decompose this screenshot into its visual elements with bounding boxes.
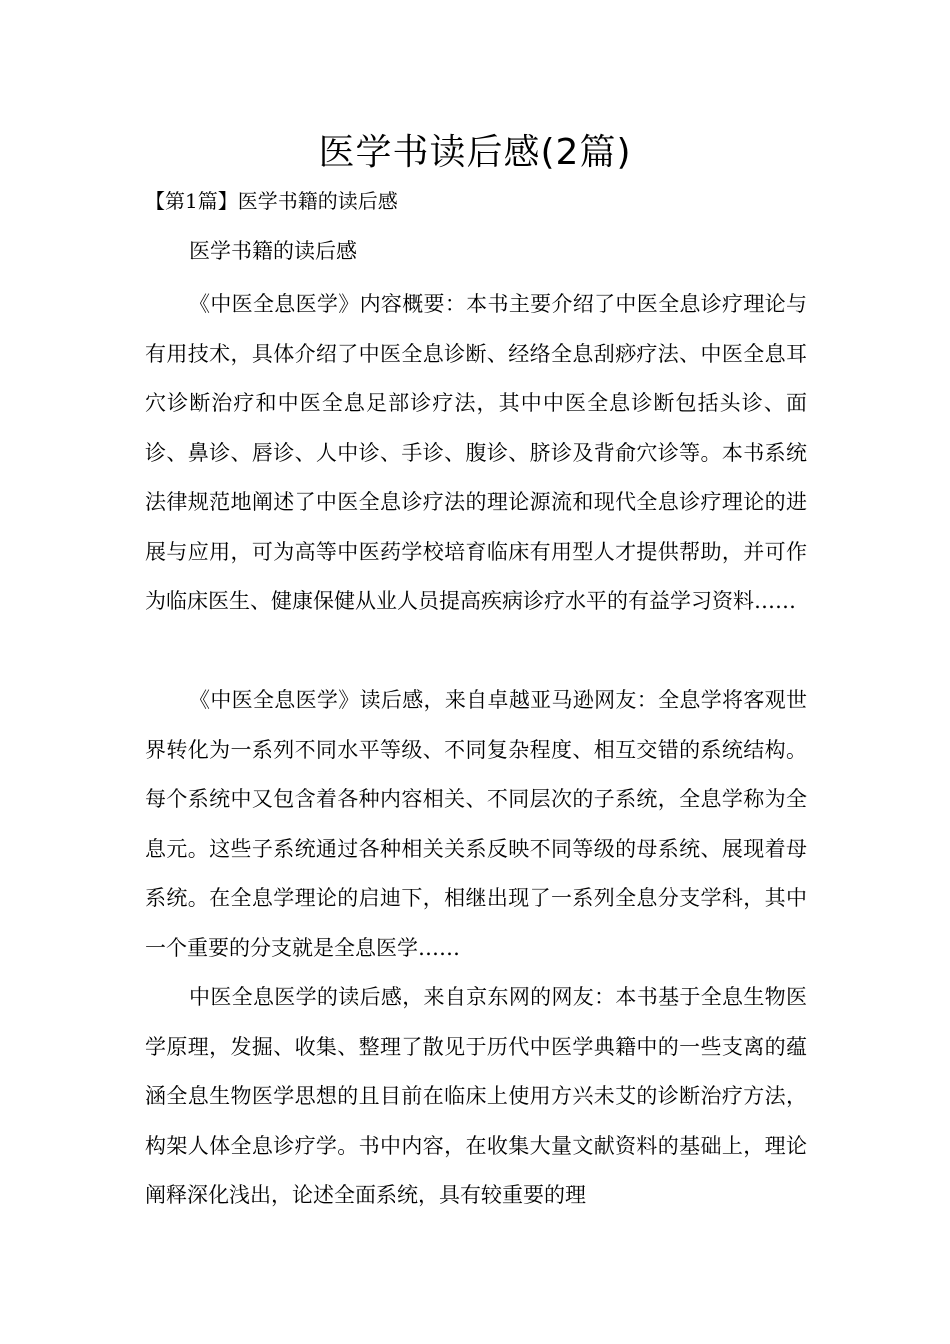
article-subtitle: 医学书籍的读后感 (189, 239, 357, 263)
body-paragraph: 《中医全息医学》读后感，来自卓越亚马逊网友：全息学将客观世界转化为一系列不同水平等级、不同复杂程度、相互交错的系统结构。每个系统中又包含着各种内容相关、不同层次的子系统，全息学称为全息元。这些子系统通过各种相关关系反映不同等级的母系统、展现着母系统。在全息学理论的启迪下，相继出现了一系列全息分支学科，其中一个重要的分支就是全息医学…… (145, 688, 807, 960)
body-paragraph: 中医全息医学的读后感，来自京东网的网友：本书基于全息生物医学原理，发掘、收集、整理了散见于历代中医学典籍中的一些支离的蕴涵全息生物医学思想的且目前在临床上使用方兴未艾的诊断治疗方法，构架人体全息诊疗学。书中内容，在收集大量文献资料的基础上，理论阐释深化浅出，论述全面系统，具有较重要的理 (145, 985, 807, 1207)
body-paragraph: 《中医全息医学》内容概要：本书主要介绍了中医全息诊疗理论与有用技术，具体介绍了中医全息诊断、经络全息刮痧疗法、中医全息耳穴诊断治疗和中医全息足部诊疗法，其中中医全息诊断包括头诊、面诊、鼻诊、唇诊、人中诊、手诊、腹诊、脐诊及背俞穴诊等。本书系统法律规范地阐述了中医全息诊疗法的理论源流和现代全息诊疗理论的进展与应用，可为高等中医药学校培育临床有用型人才提供帮助，并可作为临床医生、健康保健从业人员提高疾病诊疗水平的有益学习资料…… (145, 292, 807, 613)
section-heading: 【第1篇】医学书籍的读后感 (145, 189, 398, 213)
document-title: 医学书读后感(2篇) (318, 132, 632, 173)
